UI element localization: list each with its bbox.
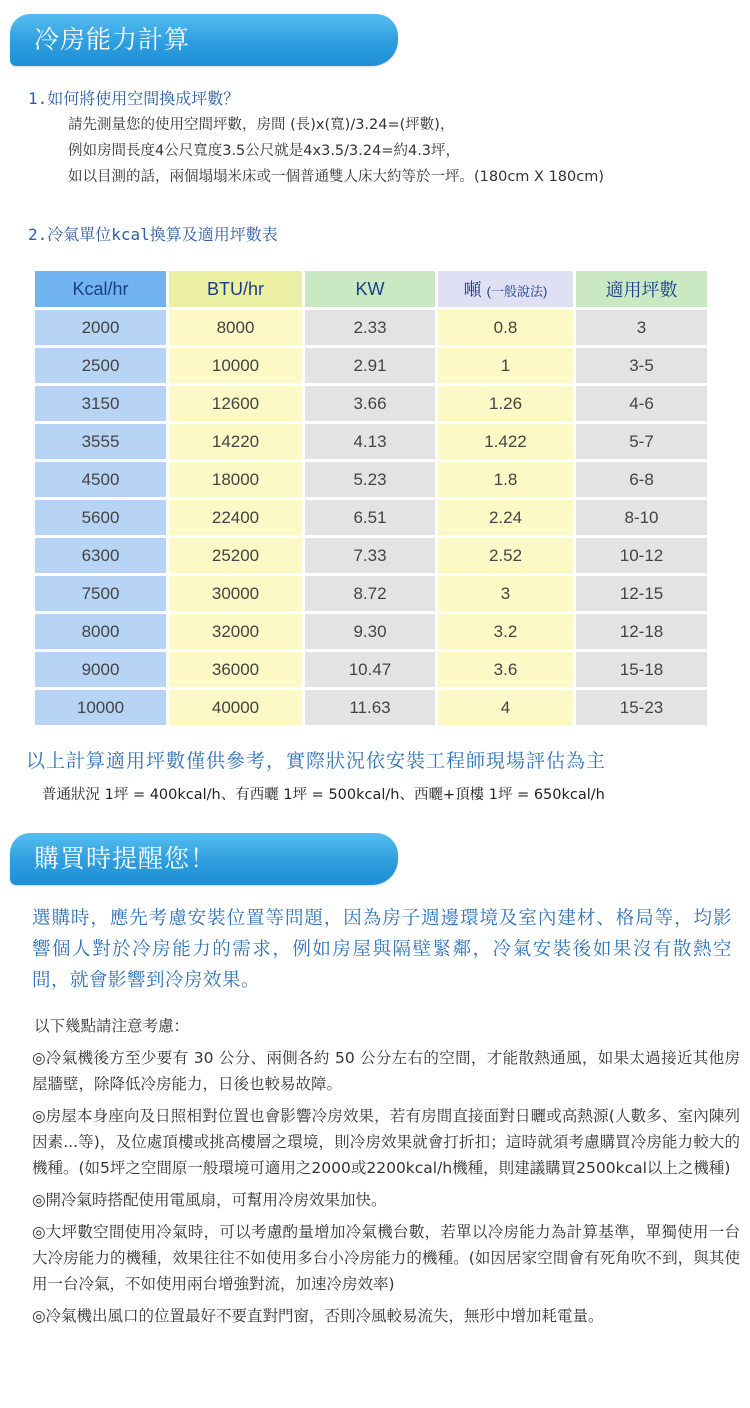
table-row [35, 500, 707, 535]
table-cell: 9000 [35, 652, 166, 687]
table-cell: 8-10 [576, 500, 707, 535]
table-row [35, 614, 707, 649]
table-cell: 10000 [35, 690, 166, 725]
table-cell: 1.8 [438, 462, 573, 497]
table-cell: 10000 [169, 348, 302, 383]
capacity-table [32, 268, 710, 728]
table-cell: 1.26 [438, 386, 573, 421]
table-cell: 1 [438, 348, 573, 383]
table-cell: 3.6 [438, 652, 573, 687]
table-cell: 3 [438, 576, 573, 611]
table-cell: 36000 [169, 652, 302, 687]
table-cell: 4.13 [305, 424, 435, 459]
table-cell: 6.51 [305, 500, 435, 535]
table-cell: 15-23 [576, 690, 707, 725]
table-cell: 6300 [35, 538, 166, 573]
table-cell: 3.66 [305, 386, 435, 421]
table-cell: 8.72 [305, 576, 435, 611]
table-cell: 8000 [169, 310, 302, 345]
table-row [35, 386, 707, 421]
table-row [35, 348, 707, 383]
table-cell: 2.33 [305, 310, 435, 345]
table-row [35, 424, 707, 459]
table-cell: 3555 [35, 424, 166, 459]
table-cell: 22400 [169, 500, 302, 535]
table-cell: 4 [438, 690, 573, 725]
table-cell: 1.422 [438, 424, 573, 459]
table-cell: 32000 [169, 614, 302, 649]
header-ton-note: (一般說法) [486, 284, 548, 299]
section-banner-cooling-calc: 冷房能力計算 [10, 14, 398, 66]
table-cell: 18000 [169, 462, 302, 497]
consideration-item: ◎房屋本身座向及日照相對位置也會影響冷房效果，若有房間直接面對日曬或高熱源(人數多、室內陳列因素...等)，及位處頂樓或挑高樓層之環境，則冷房效果就會打折扣；這時就須考慮購買冷房能力較大的機種。(如5坪之空間原一般環境可適用之2000或2200kcal/h機種，則建議購買2500kcal以上之機種) [32, 1107, 740, 1177]
table-cell: 4-6 [576, 386, 707, 421]
table-cell: 5600 [35, 500, 166, 535]
question-heading-2: 2.冷氣單位kcal換算及適用坪數表 [28, 225, 278, 244]
table-header-row [35, 271, 707, 307]
considerations-list [32, 1045, 740, 1335]
table-cell: 9.30 [305, 614, 435, 649]
table-cell: 5-7 [576, 424, 707, 459]
table-cell: 3 [576, 310, 707, 345]
reference-note: 以上計算適用坪數僅供參考，實際狀況依安裝工程師現場評估為主 [26, 750, 607, 772]
table-cell: 7500 [35, 576, 166, 611]
purchase-intro: 選購時，應先考慮安裝位置等問題，因為房子週邊環境及室內建材、格局等，均影響個人對於冷房能力的需求，例如房屋與隔壁緊鄰，冷氣安裝後如果沒有散熱空間，就會影響到冷房效果。 [32, 908, 732, 991]
table-cell: 12-18 [576, 614, 707, 649]
table-cell: 12-15 [576, 576, 707, 611]
table-row [35, 462, 707, 497]
explanation-line: 例如房間長度4公尺寬度3.5公尺就是4x3.5/3.24=約4.3坪， [68, 143, 461, 159]
table-cell: 12600 [169, 386, 302, 421]
table-row [35, 538, 707, 573]
table-cell: 2.24 [438, 500, 573, 535]
table-cell: 8000 [35, 614, 166, 649]
table-cell: 2500 [35, 348, 166, 383]
header-ping: 適用坪數 [576, 271, 707, 307]
table-cell: 11.63 [305, 690, 435, 725]
consideration-item: ◎開冷氣時搭配使用電風扇，可幫用冷房效果加快。 [32, 1191, 387, 1209]
area-explanation [68, 112, 604, 190]
header-ton-label: 噸 [463, 280, 482, 300]
table-cell: 3.2 [438, 614, 573, 649]
table-cell: 30000 [169, 576, 302, 611]
table-cell: 5.23 [305, 462, 435, 497]
header-btu: BTU/hr [169, 271, 302, 307]
table-cell: 14220 [169, 424, 302, 459]
table-row [35, 576, 707, 611]
table-cell: 4500 [35, 462, 166, 497]
table-cell: 10.47 [305, 652, 435, 687]
table-cell: 2000 [35, 310, 166, 345]
conversion-note: 普通狀況 1坪 = 400kcal/h、有西曬 1坪 = 500kcal/h、西曬+頂樓 1坪 = 650kcal/h [42, 787, 605, 803]
table-cell: 15-18 [576, 652, 707, 687]
table-cell: 3-5 [576, 348, 707, 383]
explanation-line: 請先測量您的使用空間坪數，房間 (長)x(寬)/3.24=(坪數)， [68, 117, 455, 133]
header-kw: KW [305, 271, 435, 307]
table-cell: 7.33 [305, 538, 435, 573]
explanation-line: 如以目測的話，兩個塌塌米床或一個普通雙人床大約等於一坪。(180cm X 180cm) [68, 169, 605, 185]
header-kcal: Kcal/hr [35, 271, 166, 307]
consideration-item: ◎冷氣機出風口的位置最好不要直對門窗，否則冷風較易流失，無形中增加耗電量。 [32, 1307, 604, 1325]
table-cell: 2.91 [305, 348, 435, 383]
table-cell: 0.8 [438, 310, 573, 345]
section-banner-purchase-tips: 購買時提醒您！ [10, 833, 398, 885]
table-cell: 6-8 [576, 462, 707, 497]
table-cell: 2.52 [438, 538, 573, 573]
question-heading-1: 1.如何將使用空間換成坪數？ [28, 89, 240, 108]
header-ton [438, 271, 573, 307]
table-cell: 3150 [35, 386, 166, 421]
consideration-item: ◎冷氣機後方至少要有 30 公分、兩側各約 50 公分左右的空間，才能散熱通風，如果太過接近其他房屋牆壁，除降低冷房能力，日後也較易故障。 [32, 1049, 740, 1093]
table-cell: 25200 [169, 538, 302, 573]
table-row [35, 652, 707, 687]
table-row [35, 310, 707, 345]
table-cell: 10-12 [576, 538, 707, 573]
table-row [35, 690, 707, 725]
considerations-subtitle: 以下幾點請注意考慮： [34, 1017, 190, 1035]
table-cell: 40000 [169, 690, 302, 725]
consideration-item: ◎大坪數空間使用冷氣時，可以考慮酌量增加冷氣機台數，若單以冷房能力為計算基準，單獨使用一台大冷房能力的機種，效果往往不如使用多台小冷房能力的機種。(如因居家空間會有死角吹不到，與其使用一台冷氣，不如使用兩台增強對流，加速冷房效率) [32, 1223, 740, 1293]
